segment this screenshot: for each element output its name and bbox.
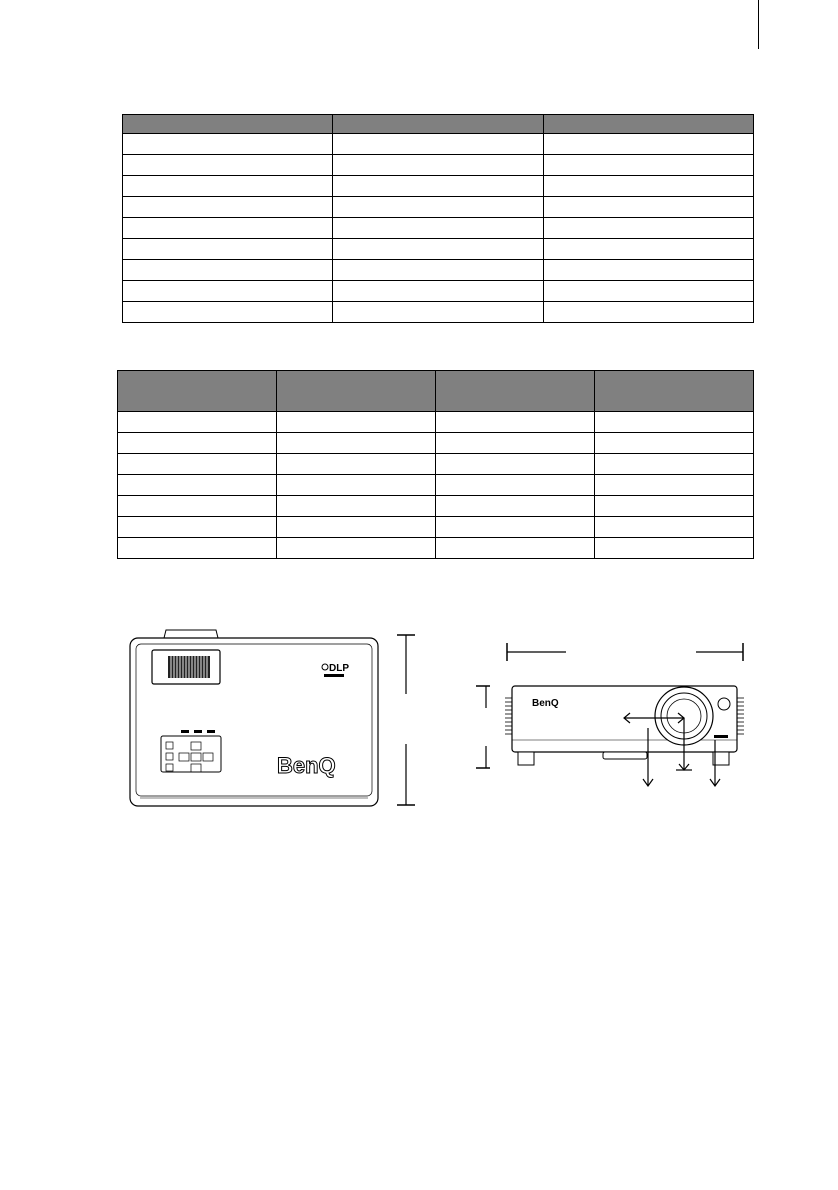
control-keypad <box>161 730 221 772</box>
foot-left <box>518 752 534 765</box>
table-cell <box>123 281 333 302</box>
table-cell <box>595 496 754 517</box>
table-cell <box>595 475 754 496</box>
table-cell <box>118 517 277 538</box>
table-row <box>118 496 754 517</box>
column-header <box>118 371 277 412</box>
table-cell <box>543 155 753 176</box>
table-cell <box>123 260 333 281</box>
table-cell <box>118 496 277 517</box>
table-cell <box>543 176 753 197</box>
spec-table-1 <box>122 114 754 323</box>
table-cell <box>543 281 753 302</box>
foot-center <box>603 752 647 759</box>
table-cell <box>595 454 754 475</box>
table-cell <box>333 155 543 176</box>
table-cell <box>277 433 436 454</box>
table-cell <box>595 538 754 559</box>
table-cell <box>333 176 543 197</box>
benq-logo: BenQ <box>277 753 336 778</box>
table-row <box>118 412 754 433</box>
table-cell <box>436 496 595 517</box>
projector-front-view-figure <box>470 640 760 790</box>
table-row <box>123 281 754 302</box>
table-cell <box>277 538 436 559</box>
table-cell <box>543 260 753 281</box>
table-row <box>123 260 754 281</box>
column-header <box>436 371 595 412</box>
table-row <box>123 176 754 197</box>
table-cell <box>118 538 277 559</box>
table-row <box>123 302 754 323</box>
table-cell <box>277 412 436 433</box>
table-cell <box>436 454 595 475</box>
table-cell <box>436 538 595 559</box>
table-cell <box>123 155 333 176</box>
table-row <box>118 538 754 559</box>
table-cell <box>277 496 436 517</box>
table-cell <box>436 433 595 454</box>
spec-table-2 <box>117 370 754 559</box>
table-row <box>118 454 754 475</box>
table-cell <box>123 239 333 260</box>
table-cell <box>277 454 436 475</box>
table-cell <box>277 517 436 538</box>
table-cell <box>333 302 543 323</box>
crop-mark <box>758 0 759 49</box>
table-cell <box>543 302 753 323</box>
table-row <box>123 239 754 260</box>
table-cell <box>436 475 595 496</box>
table-cell <box>118 433 277 454</box>
table-cell <box>333 281 543 302</box>
table-header-row <box>118 371 754 412</box>
table-cell <box>123 134 333 155</box>
table-cell <box>118 475 277 496</box>
column-header <box>333 115 543 134</box>
table-row <box>123 197 754 218</box>
table-row <box>118 433 754 454</box>
table-cell <box>118 412 277 433</box>
table-cell <box>543 218 753 239</box>
table-cell <box>543 197 753 218</box>
table-cell <box>123 302 333 323</box>
handle-tab <box>164 630 218 638</box>
table-cell <box>436 412 595 433</box>
column-header <box>543 115 753 134</box>
table-cell <box>333 197 543 218</box>
table-header-row <box>123 115 754 134</box>
table-cell <box>277 475 436 496</box>
column-header <box>595 371 754 412</box>
table-row <box>118 517 754 538</box>
table-cell <box>595 517 754 538</box>
table-cell <box>333 218 543 239</box>
table-cell <box>123 197 333 218</box>
table-cell <box>436 517 595 538</box>
table-row <box>118 475 754 496</box>
column-header <box>123 115 333 134</box>
table-cell <box>595 433 754 454</box>
table-cell <box>543 239 753 260</box>
column-header <box>277 371 436 412</box>
table-cell <box>595 412 754 433</box>
svg-text:DLP: DLP <box>329 663 349 674</box>
table-row <box>123 218 754 239</box>
table-row <box>123 134 754 155</box>
projector-top-view-figure <box>126 626 426 812</box>
table-cell <box>543 134 753 155</box>
table-cell <box>333 239 543 260</box>
benq-logo-front: BenQ <box>532 698 559 709</box>
table-row <box>123 155 754 176</box>
table-cell <box>123 176 333 197</box>
table-cell <box>333 260 543 281</box>
table-cell <box>333 134 543 155</box>
table-cell <box>118 454 277 475</box>
table-cell <box>123 218 333 239</box>
